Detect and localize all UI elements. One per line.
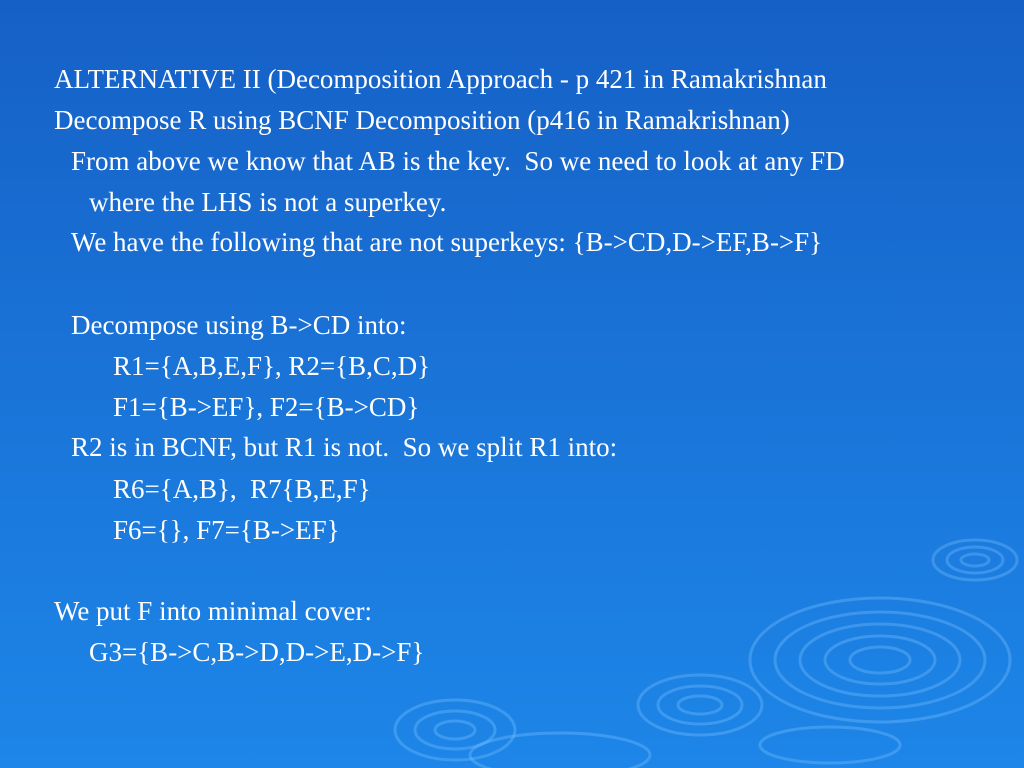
text-line: Decompose R using BCNF Decomposition (p416 in Ramakrishnan) xyxy=(54,105,790,135)
text-line: F1={B->EF}, F2={B->CD} xyxy=(113,392,420,422)
text-line: R2 is in BCNF, but R1 is not. So we split R1 into: xyxy=(71,432,618,462)
heading-alternative: ALTERNATIVE II (Decomposition Approach - p 421 in Ramakrishnan xyxy=(54,64,827,94)
text-line: Decompose using B->CD into: xyxy=(71,310,407,340)
text-line: We have the following that are not superkeys: {B->CD,D->EF,B->F} xyxy=(71,227,823,257)
text-line: G3={B->C,B->D,D->E,D->F} xyxy=(89,637,425,667)
text-line: From above we know that AB is the key. So we need to look at any FD xyxy=(71,146,845,176)
text-line: We put F into minimal cover: xyxy=(54,596,373,626)
text-line: R6={A,B}, R7{B,E,F} xyxy=(113,474,371,504)
text-line: F6={}, F7={B->EF} xyxy=(113,515,340,545)
text-line: R1={A,B,E,F}, R2={B,C,D} xyxy=(113,351,431,381)
text-line: where the LHS is not a superkey. xyxy=(89,187,447,217)
